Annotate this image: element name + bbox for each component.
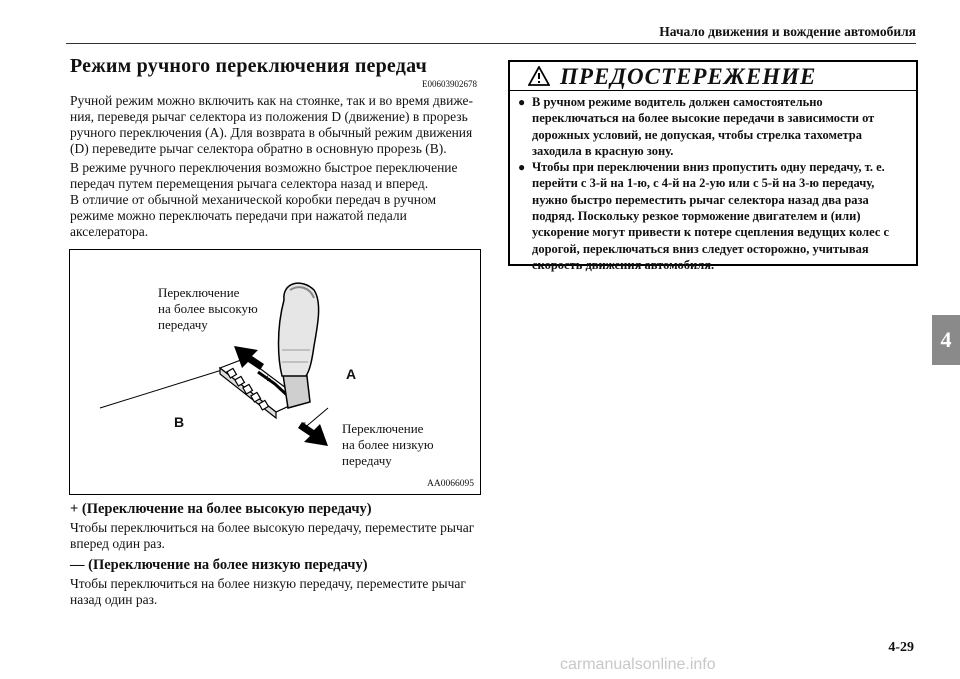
downshift-heading: — (Переключение на более низкую передачу) bbox=[70, 557, 368, 573]
bullet-icon: ● bbox=[518, 95, 526, 109]
shift-lever bbox=[279, 283, 319, 408]
plus-mark: + bbox=[264, 371, 271, 385]
running-header: Начало движения и вождение автомобиля bbox=[659, 24, 916, 39]
warning-item-text: В ручном режиме водитель должен самостоятельно переключаться на более высокие передачи в зависимости от дорожных условий, не допуская, чтобы стрелка тахометра заходила в красную зону. bbox=[532, 95, 875, 158]
position-b-label: B bbox=[174, 414, 185, 430]
leader-line-b bbox=[100, 365, 238, 408]
warning-box bbox=[508, 60, 918, 272]
page-number: 4-29 bbox=[888, 640, 914, 655]
position-a-label: A bbox=[346, 366, 357, 382]
warning-header bbox=[510, 62, 916, 91]
section-code: E00603902678 bbox=[422, 79, 477, 89]
warning-triangle-icon bbox=[528, 66, 550, 86]
header-rule bbox=[66, 43, 916, 44]
warning-item-text: Чтобы при переключении вниз пропустить одну передачу, т. е. перейти с 3-й на 1-ю, с 4-й на 2-ую или с 5-й на 3-ю передачу, нужно быстро переместить рычаг селектора назад два раза подряд. Поскольку резкое торможение двигателем и (или) ускорение могут привести к потере сцепления ведущих колес с дорогой, переключаться вниз следует осторожно, учитывая скорость движения автомобиля. bbox=[532, 160, 890, 272]
chapter-tab: 4 bbox=[932, 315, 960, 365]
intro-paragraph: Ручной режим можно включить как на стоянке, так и во время движе-ния, переведя рычаг селектора из положения D (движение) в прорезь ручного переключения (A). Для возврата в обычный режим движения (D) переведите рычаг селектора обратно в основную прорезь (B). bbox=[70, 93, 473, 156]
upshift-text: Чтобы переключиться на более высокую передачу, переместите рычаг вперед один раз. bbox=[70, 520, 475, 551]
warning-title: ПРЕДОСТЕРЕЖЕНИЕ bbox=[560, 64, 817, 89]
shifter-figure bbox=[69, 249, 481, 495]
downshift-text: Чтобы переключиться на более низкую передачу, переместите рычаг назад один раз. bbox=[70, 576, 466, 607]
warning-body bbox=[518, 94, 910, 273]
page-title: Режим ручного переключения передач bbox=[70, 55, 427, 77]
watermark: carmanualsonline.info bbox=[560, 656, 716, 673]
manual-mode-paragraph: В режиме ручного переключения возможно быстрое переключение передач путем перемещения рычага селектора назад и вперед. В отличие от обычной механической коробки передач в ручном режиме можно переключать передачи при нажатой педали акселератора. bbox=[70, 160, 458, 239]
upshift-label: Переключение на более высокую передачу bbox=[158, 285, 258, 332]
upshift-heading: + (Переключение на более высокую передачу) bbox=[70, 501, 372, 517]
warning-item bbox=[518, 94, 910, 159]
figure-code: AA0066095 bbox=[427, 479, 474, 489]
minus-mark: - bbox=[302, 415, 306, 429]
downshift-label: Переключение на более низкую передачу bbox=[342, 421, 434, 468]
bullet-icon: ● bbox=[518, 160, 526, 175]
warning-item bbox=[518, 159, 910, 273]
